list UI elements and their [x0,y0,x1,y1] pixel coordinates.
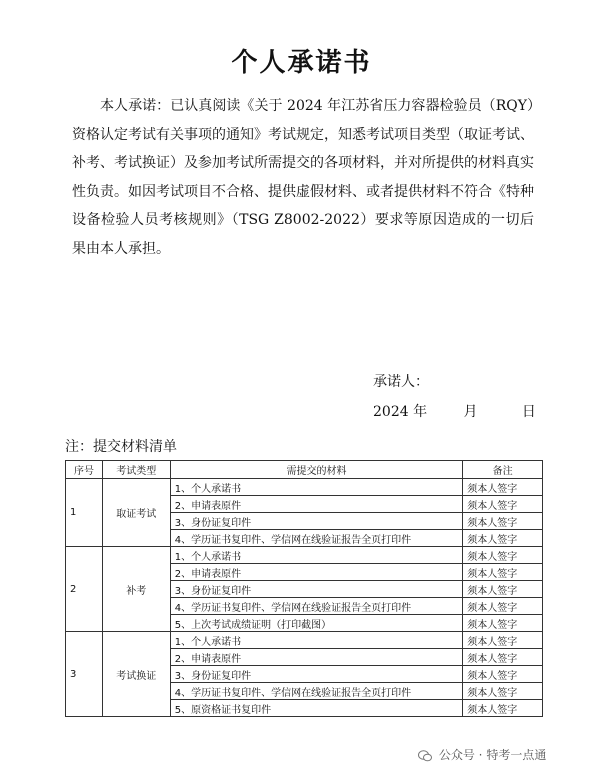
material-cell: 3、身份证复印件 [170,581,463,598]
header-material: 需提交的材料 [170,461,463,479]
exam-type: 取证考试 [102,479,170,547]
watermark-name: 特考一点通 [486,748,547,762]
materials-note: 注：提交材料清单 [65,439,177,455]
remark-cell: 须本人签字 [463,632,543,649]
header-type: 考试类型 [102,461,170,479]
watermark [418,746,546,763]
signature-line [373,371,429,391]
remark-cell: 须本人签字 [463,496,543,513]
materials-table [65,460,543,717]
material-cell: 1、个人承诺书 [170,632,463,649]
material-cell: 2、申请表原件 [170,496,463,513]
watermark-separator: · [478,748,483,762]
remark-cell: 须本人签字 [463,649,543,666]
material-cell: 5、上次考试成绩证明（打印截图） [170,615,463,632]
remark-cell: 须本人签字 [463,530,543,547]
material-cell: 3、身份证复印件 [170,666,463,683]
row-number: 3 [66,632,103,717]
commitment-paragraph: 本人承诺：已认真阅读《关于 2024 年江苏省压力容器检验员（RQY）资格认定考试有关事项的通知》考试规定，知悉考试项目类型（取证考试、补考、考试换证）及参加考试所需提交的各项材料，并对所提供的材料真实性负责。如因考试项目不合格、提供虚假材料、或者提供材料不符合《特种设备检验人员考核规则》（TSG Z8002-2022）要求等原因造成的一切后果由本人承担。 [72,98,534,257]
remark-cell: 须本人签字 [463,581,543,598]
remark-cell: 须本人签字 [463,683,543,700]
signature-label: 承诺人： [373,374,429,390]
date-year: 2024 年 [373,404,428,420]
date-line [373,401,536,421]
material-cell: 4、学历证书复印件、学信网在线验证报告全页打印件 [170,530,463,547]
wechat-icon [418,750,432,762]
row-number: 1 [66,479,103,547]
material-cell: 1、个人承诺书 [170,547,463,564]
date-month: 月 [463,404,478,420]
row-number: 2 [66,547,103,632]
material-cell: 3、身份证复印件 [170,513,463,530]
header-remark: 备注 [463,461,543,479]
header-no: 序号 [66,461,103,479]
table-row [66,479,543,496]
material-cell: 5、原资格证书复印件 [170,700,463,717]
remark-cell: 须本人签字 [463,564,543,581]
table-body [66,479,543,717]
document-title: 个人承诺书 [231,48,372,78]
material-cell: 2、申请表原件 [170,649,463,666]
remark-cell: 须本人签字 [463,479,543,496]
remark-cell: 须本人签字 [463,700,543,717]
remark-cell: 须本人签字 [463,666,543,683]
remark-cell: 须本人签字 [463,513,543,530]
date-day: 日 [521,404,536,420]
watermark-prefix: 公众号 [438,748,475,762]
exam-type: 补考 [102,547,170,632]
material-cell: 1、个人承诺书 [170,479,463,496]
table-row [66,632,543,649]
remark-cell: 须本人签字 [463,547,543,564]
material-cell: 4、学历证书复印件、学信网在线验证报告全页打印件 [170,683,463,700]
table-row [66,547,543,564]
remark-cell: 须本人签字 [463,598,543,615]
remark-cell: 须本人签字 [463,615,543,632]
material-cell: 4、学历证书复印件、学信网在线验证报告全页打印件 [170,598,463,615]
exam-type: 考试换证 [102,632,170,717]
material-cell: 2、申请表原件 [170,564,463,581]
table-header-row [66,461,543,479]
